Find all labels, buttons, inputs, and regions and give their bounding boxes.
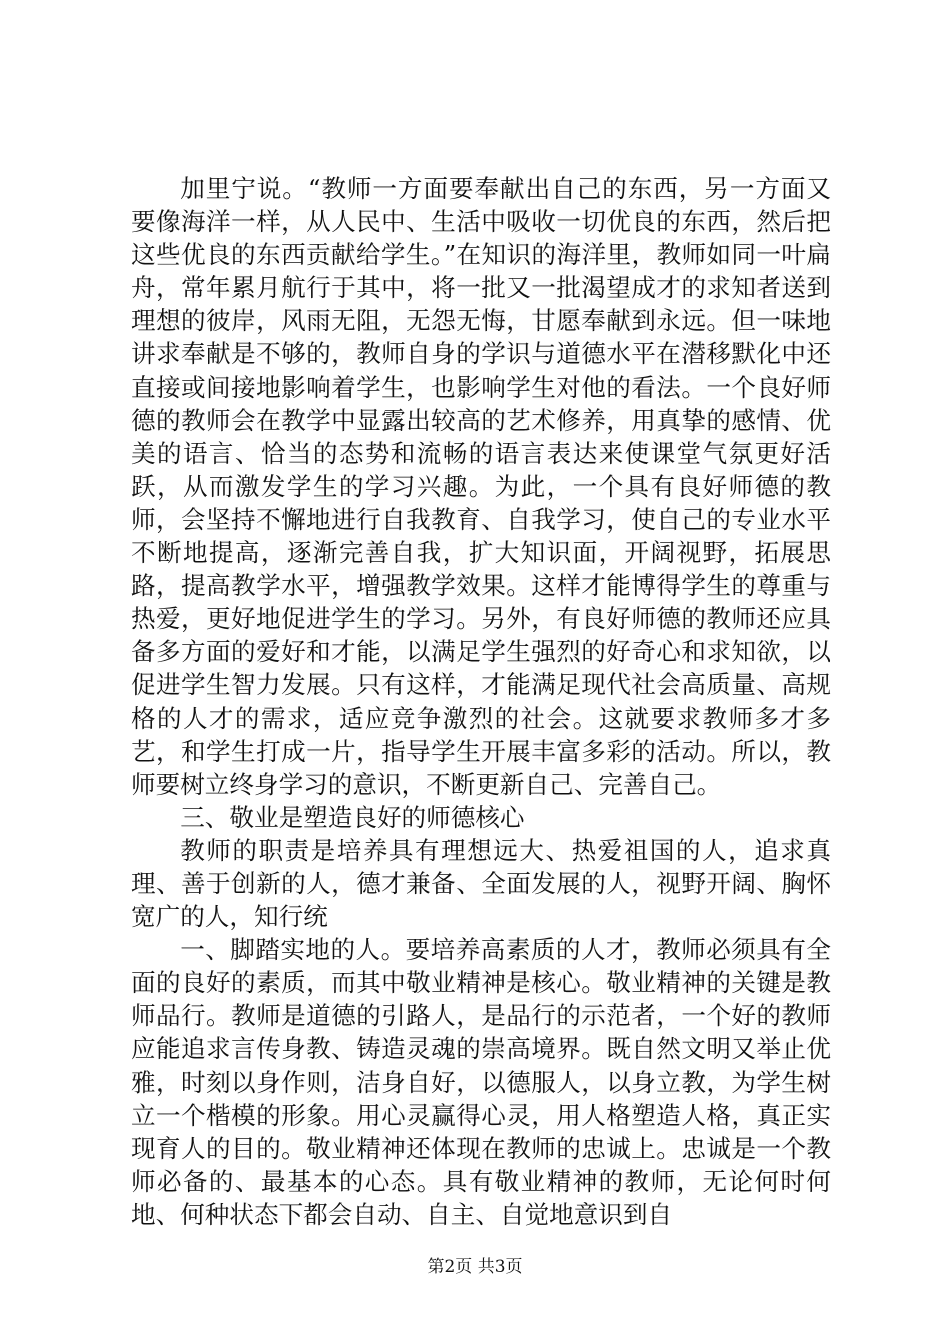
paragraph-3: 一、脚踏实地的人。要培养高素质的人才，教师必须具有全面的良好的素质，而其中敬业精神是核心。敬业精神的关键是教师品行。教师是道德的引路人，是品行的示范者，一个好的教师应能追求言传身教、铸造灵魂的崇高境界。既自然文明又举止优雅，时刻以身作则，洁身自好，以德服人，以身立教，为学生树立一个楷模的形象。用心灵赢得心灵，用人格塑造人格，真正实现育人的目的。敬业精神还体现在教师的忠诚上。忠诚是一个教师必备的、最基本的心态。具有敬业精神的教师，无论何时何地、何种状态下都会自动、自主、自觉地意识到自 <box>131 935 831 1229</box>
paragraph-2: 教师的职责是培养具有理想远大、热爱祖国的人，追求真理、善于创新的人，德才兼备、全面发展的人，视野开阔、胸怀宽广的人，知行统 <box>131 835 831 932</box>
section-heading: 三、敬业是塑造良好的师德核心 <box>180 802 525 832</box>
document-body <box>131 172 831 1231</box>
page-footer: 第2页 共3页 <box>427 1257 523 1277</box>
paragraph-1: 加里宁说。“教师一方面要奉献出自己的东西，另一方面又要像海洋一样，从人民中、生活中吸收一切优良的东西，然后把这些优良的东西贡献给学生。”在知识的海洋里，教师如同一叶扁舟，常年累月航行于其中，将一批又一批渴望成才的求知者送到理想的彼岸，风雨无阻，无怨无悔，甘愿奉献到永远。但一味地讲求奉献是不够的，教师自身的学识与道德水平在潜移默化中还直接或间接地影响着学生，也影响学生对他的看法。一个良好师德的教师会在教学中显露出较高的艺术修养，用真挚的感情、优美的语言、恰当的态势和流畅的语言表达来使课堂气氛更好活跃，从而激发学生的学习兴趣。为此，一个具有良好师德的教师，会坚持不懈地进行自我教育、自我学习，使自己的专业水平不断地提高，逐渐完善自我，扩大知识面，开阔视野，拓展思路，提高教学水平，增强教学效果。这样才能博得学生的尊重与热爱，更好地促进学生的学习。另外，有良好师德的教师还应具备多方面的爱好和才能，以满足学生强烈的好奇心和求知欲，以促进学生智力发展。只有这样，才能满足现代社会高质量、高规格的人才的需求，适应竞争激烈的社会。这就要求教师多才多艺，和学生打成一片，指导学生开展丰富多彩的活动。所以，教师要树立终身学习的意识，不断更新自己、完善自己。 <box>131 174 831 799</box>
